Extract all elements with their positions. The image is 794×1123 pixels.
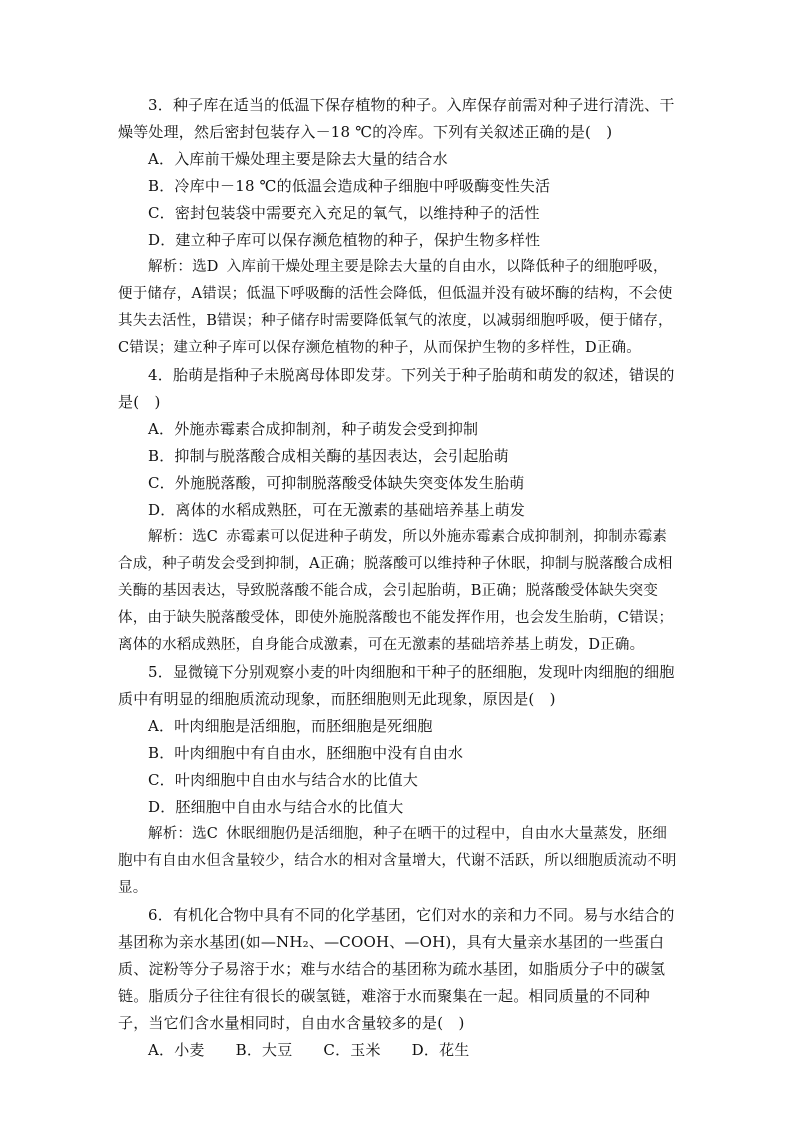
option-c: C．密封包装袋中需要充入充足的氧气，以维持种子的活性 [148,204,540,222]
analysis-text: 赤霉素可以促进种子萌发，所以外施赤霉素合成抑制剂，抑制赤霉素合成，种子萌发会受到抑制，A正确；脱落酸可以维持种子休眠，抑制与脱落酸合成相关酶的基因表达，导致脱落酸不能合成，会引起胎萌，B正确；脱落酸受体缺失突变体，由于缺失脱落酸受体，即使外施脱落酸也不能发挥作用，也会发生胎萌，C错误；离体的水稻成熟胚，自身能合成激素，可在无激素的基础培养基上萌发，D正确。 [118,529,674,653]
option-d: D．离体的水稻成熟胚，可在无激素的基础培养基上萌发 [148,501,526,519]
analysis [118,524,680,659]
option-b: B．抑制与脱落酸合成相关酶的基因表达，会引起胎萌 [148,447,509,465]
analysis-text: 休眠细胞仍是活细胞，种子在晒干的过程中，自由水大量蒸发，胚细胞中有自由水但含量较少，结合水的相对含量增大，代谢不活跃，所以细胞质流动不明显。 [118,826,677,896]
analysis-label: 解析：选C [148,529,219,545]
option-c: C．叶肉细胞中自由水与结合水的比值大 [148,771,419,789]
question-stem: 4．胎萌是指种子未脱离母体即发芽。下列关于种子胎萌和萌发的叙述，错误的是( ) [118,366,675,411]
option-c: C．玉米 [323,1041,381,1059]
question-5 [118,659,680,902]
document-content [118,92,680,1064]
question-6 [118,902,680,1064]
question-stem: 3．种子库在适当的低温下保存植物的种子。入库保存前需对种子进行清洗、干燥等处理，然后密封包装存入－18 ℃的冷库。下列有关叙述正确的是( ) [118,96,675,141]
option-d: D．建立种子库可以保存濒危植物的种子，保护生物多样性 [148,231,541,249]
option-d: D．胚细胞中自由水与结合水的比值大 [148,798,404,816]
option-b: B．大豆 [235,1041,293,1059]
option-b: B．冷库中－18 ℃的低温会造成种子细胞中呼吸酶变性失活 [148,177,551,195]
option-a: A．小麦 [148,1041,205,1059]
option-a: A．入库前干燥处理主要是除去大量的结合水 [148,150,448,168]
analysis [118,821,680,902]
analysis [118,254,680,362]
option-c: C．外施脱落酸，可抑制脱落酸受体缺失突变体发生胎萌 [148,474,525,492]
option-a: A．外施赤霉素合成抑制剂，种子萌发会受到抑制 [148,420,479,438]
analysis-label: 解析：选D [148,259,219,275]
option-d: D．花生 [411,1041,470,1059]
question-stem: 6．有机化合物中具有不同的化学基团，它们对水的亲和力不同。易与水结合的基团称为亲水基团(如—NH₂、—COOH、—OH)，具有大量亲水基团的一些蛋白质、淀粉等分子易溶于水；难与水结合的基团称为疏水基团，如脂质分子中的碳氢链。脂质分子往往有很长的碳氢链，难溶于水而聚集在一起。相同质量的不同种子，当它们含水量相同时，自由水含量较多的是( ) [118,906,675,1032]
analysis-label: 解析：选C [148,826,219,842]
option-a: A．叶肉细胞是活细胞，而胚细胞是死细胞 [148,717,433,735]
analysis-text: 入库前干燥处理主要是除去大量的自由水，以降低种子的细胞呼吸，便于储存，A错误；低温下呼吸酶的活性会降低，但低温并没有破坏酶的结构，不会使其失去活性，B错误；种子储存时需要降低氧气的浓度，以减弱细胞呼吸，便于储存，C错误；建立种子库可以保存濒危植物的种子，从而保护生物的多样性，D正确。 [118,259,673,356]
question-3 [118,92,680,362]
options-row [118,1037,680,1064]
question-4 [118,362,680,659]
question-stem: 5．显微镜下分别观察小麦的叶肉细胞和干种子的胚细胞，发现叶肉细胞的细胞质中有明显的细胞质流动现象，而胚细胞则无此现象，原因是( ) [118,663,675,708]
option-b: B．叶肉细胞中有自由水，胚细胞中没有自由水 [148,744,464,762]
